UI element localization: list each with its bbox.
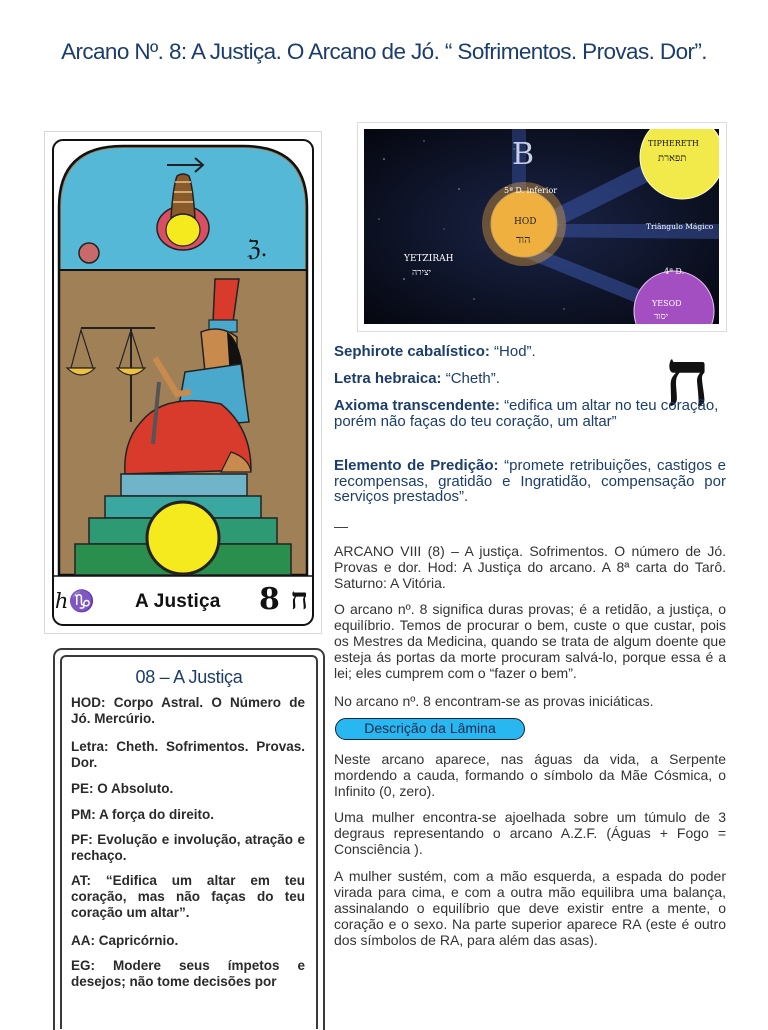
- tarot-card-image: [44, 131, 322, 634]
- info-item-letra: Letra: Cheth. Sofrimentos. Provas. Dor.: [71, 739, 305, 770]
- paragraph-mulher-espada: A mulher sustém, com a mão esquerda, a espada do poder virada para cima, e com a outra mão equilibra uma balança, assinalando o equilíbrio que deve existir entre a mente, o coração e o sexo. Na parte superior aparece RA (este é outro dos símbolos de RA, para além das asas).: [334, 868, 726, 948]
- info-item-pe: PE: O Absoluto.: [71, 781, 174, 796]
- letra-field: [334, 371, 654, 387]
- paragraph-arcano-viii: ARCANO VIII (8) – A justiça. Sofrimentos. O número de Jó. Provas e dor. Hod: A Justiça do arcano. A 8ª carta do Tarô. Saturno: A Vitória.: [334, 543, 726, 591]
- letra-label: Letra hebraica:: [334, 370, 442, 387]
- photo-label-tiphereth: TIPHERETH: [648, 139, 699, 148]
- svg-text:ℨ.: ℨ.: [247, 237, 268, 262]
- info-item-pf: PF: Evolução e involução, atração e rechaço.: [71, 832, 305, 863]
- sephirote-field: [334, 344, 654, 360]
- info-item-at: AT: “Edifica um altar em teu coração, mas não faças do teu coração um altar”.: [71, 873, 305, 920]
- info-item-pm: PM: A força do direito.: [71, 807, 215, 822]
- photo-label-yesod: YESOD: [652, 299, 682, 308]
- elemento-value: “promete retribuições, castigos e recompensas, gratidão e Ingratidão, compensação por serviços prestados”.: [334, 457, 726, 505]
- photo-label-yesod-hebrew: יסוד: [654, 312, 669, 322]
- axioma-label: Axioma transcendente:: [334, 397, 500, 414]
- axioma-field: [334, 398, 726, 429]
- axioma-value: “edifica um altar no teu coração, porém não faças do teu coração, um altar”: [334, 397, 719, 430]
- section-heading-pill: Descrição da Lâmina: [335, 718, 525, 740]
- photo-label-yetzirah: YETZIRAH: [404, 254, 454, 264]
- photo-label-b: B: [512, 137, 535, 172]
- cheth-number-label: ח 8: [259, 582, 309, 617]
- photo-label-hod-hebrew: הוד: [516, 233, 531, 246]
- photo-label-yetzirah-hebrew: יצירה: [412, 268, 432, 278]
- tarot-card-illustration: [45, 132, 321, 633]
- info-box: [60, 655, 318, 1029]
- info-item-eg: EG: Modere seus ímpetos e desejos; não tome decisões por: [71, 958, 305, 989]
- paragraph-mulher-ajoelhada: Uma mulher encontra-se ajoelhada sobre um túmulo de 3 degraus representando o arcano A.Z.F. (Águas + Fogo = Consciência ).: [334, 809, 726, 857]
- saturn-capricorn-symbols: ℎ♑: [55, 589, 95, 613]
- card-name-label: A Justiça: [135, 591, 221, 612]
- info-box-heading: 08 – A Justiça: [135, 667, 243, 687]
- page-title: Arcano Nº. 8: A Justiça. O Arcano de Jó. “ Sofrimentos. Provas. Dor”.: [61, 39, 707, 64]
- elemento-label: Elemento de Predição:: [334, 457, 499, 474]
- photo-label-hod: HOD: [514, 217, 537, 227]
- separator-dash: —: [334, 518, 348, 534]
- paragraph-provas-iniciaticas: No arcano nº. 8 encontram-se as provas iniciáticas.: [334, 693, 654, 709]
- sephirote-label: Sephirote cabalístico:: [334, 343, 490, 360]
- sephirote-value: “Hod”.: [494, 343, 536, 360]
- photo-label-magic-triangle: Triângulo Mágico: [646, 222, 714, 231]
- letra-value: “Cheth”.: [445, 370, 500, 387]
- photo-label-tiphereth-hebrew: תפארת: [658, 153, 687, 164]
- info-item-aa: AA: Capricórnio.: [71, 933, 179, 948]
- info-item-hod: HOD: Corpo Astral. O Número de Jó. Mercúrio.: [71, 695, 305, 726]
- paragraph-serpente: Neste arcano aparece, nas águas da vida, a Serpente mordendo a cauda, formando o símbolo da Mãe Cósmica, o Infinito (0, zero).: [334, 751, 726, 799]
- photo-label-fourth-dimension: 4ª D.: [664, 267, 685, 276]
- tree-of-life-image: [357, 122, 727, 332]
- paragraph-duras-provas: O arcano nº. 8 significa duras provas; é a retidão, a justiça, o equilíbrio. Temos de procurar o bem, custe o que custar, pois os Mestres da Medicina, quando se trata de algum doente que esteja ás portas da morte procuram salvá-lo, porque essa é a lei; eles cumprem com o “fazer o bem”.: [334, 601, 726, 681]
- hebrew-letter-cheth: ח: [664, 333, 711, 424]
- elemento-field: [334, 458, 726, 505]
- photo-label-fifth-dimension: 5ª D. inferior: [504, 186, 558, 195]
